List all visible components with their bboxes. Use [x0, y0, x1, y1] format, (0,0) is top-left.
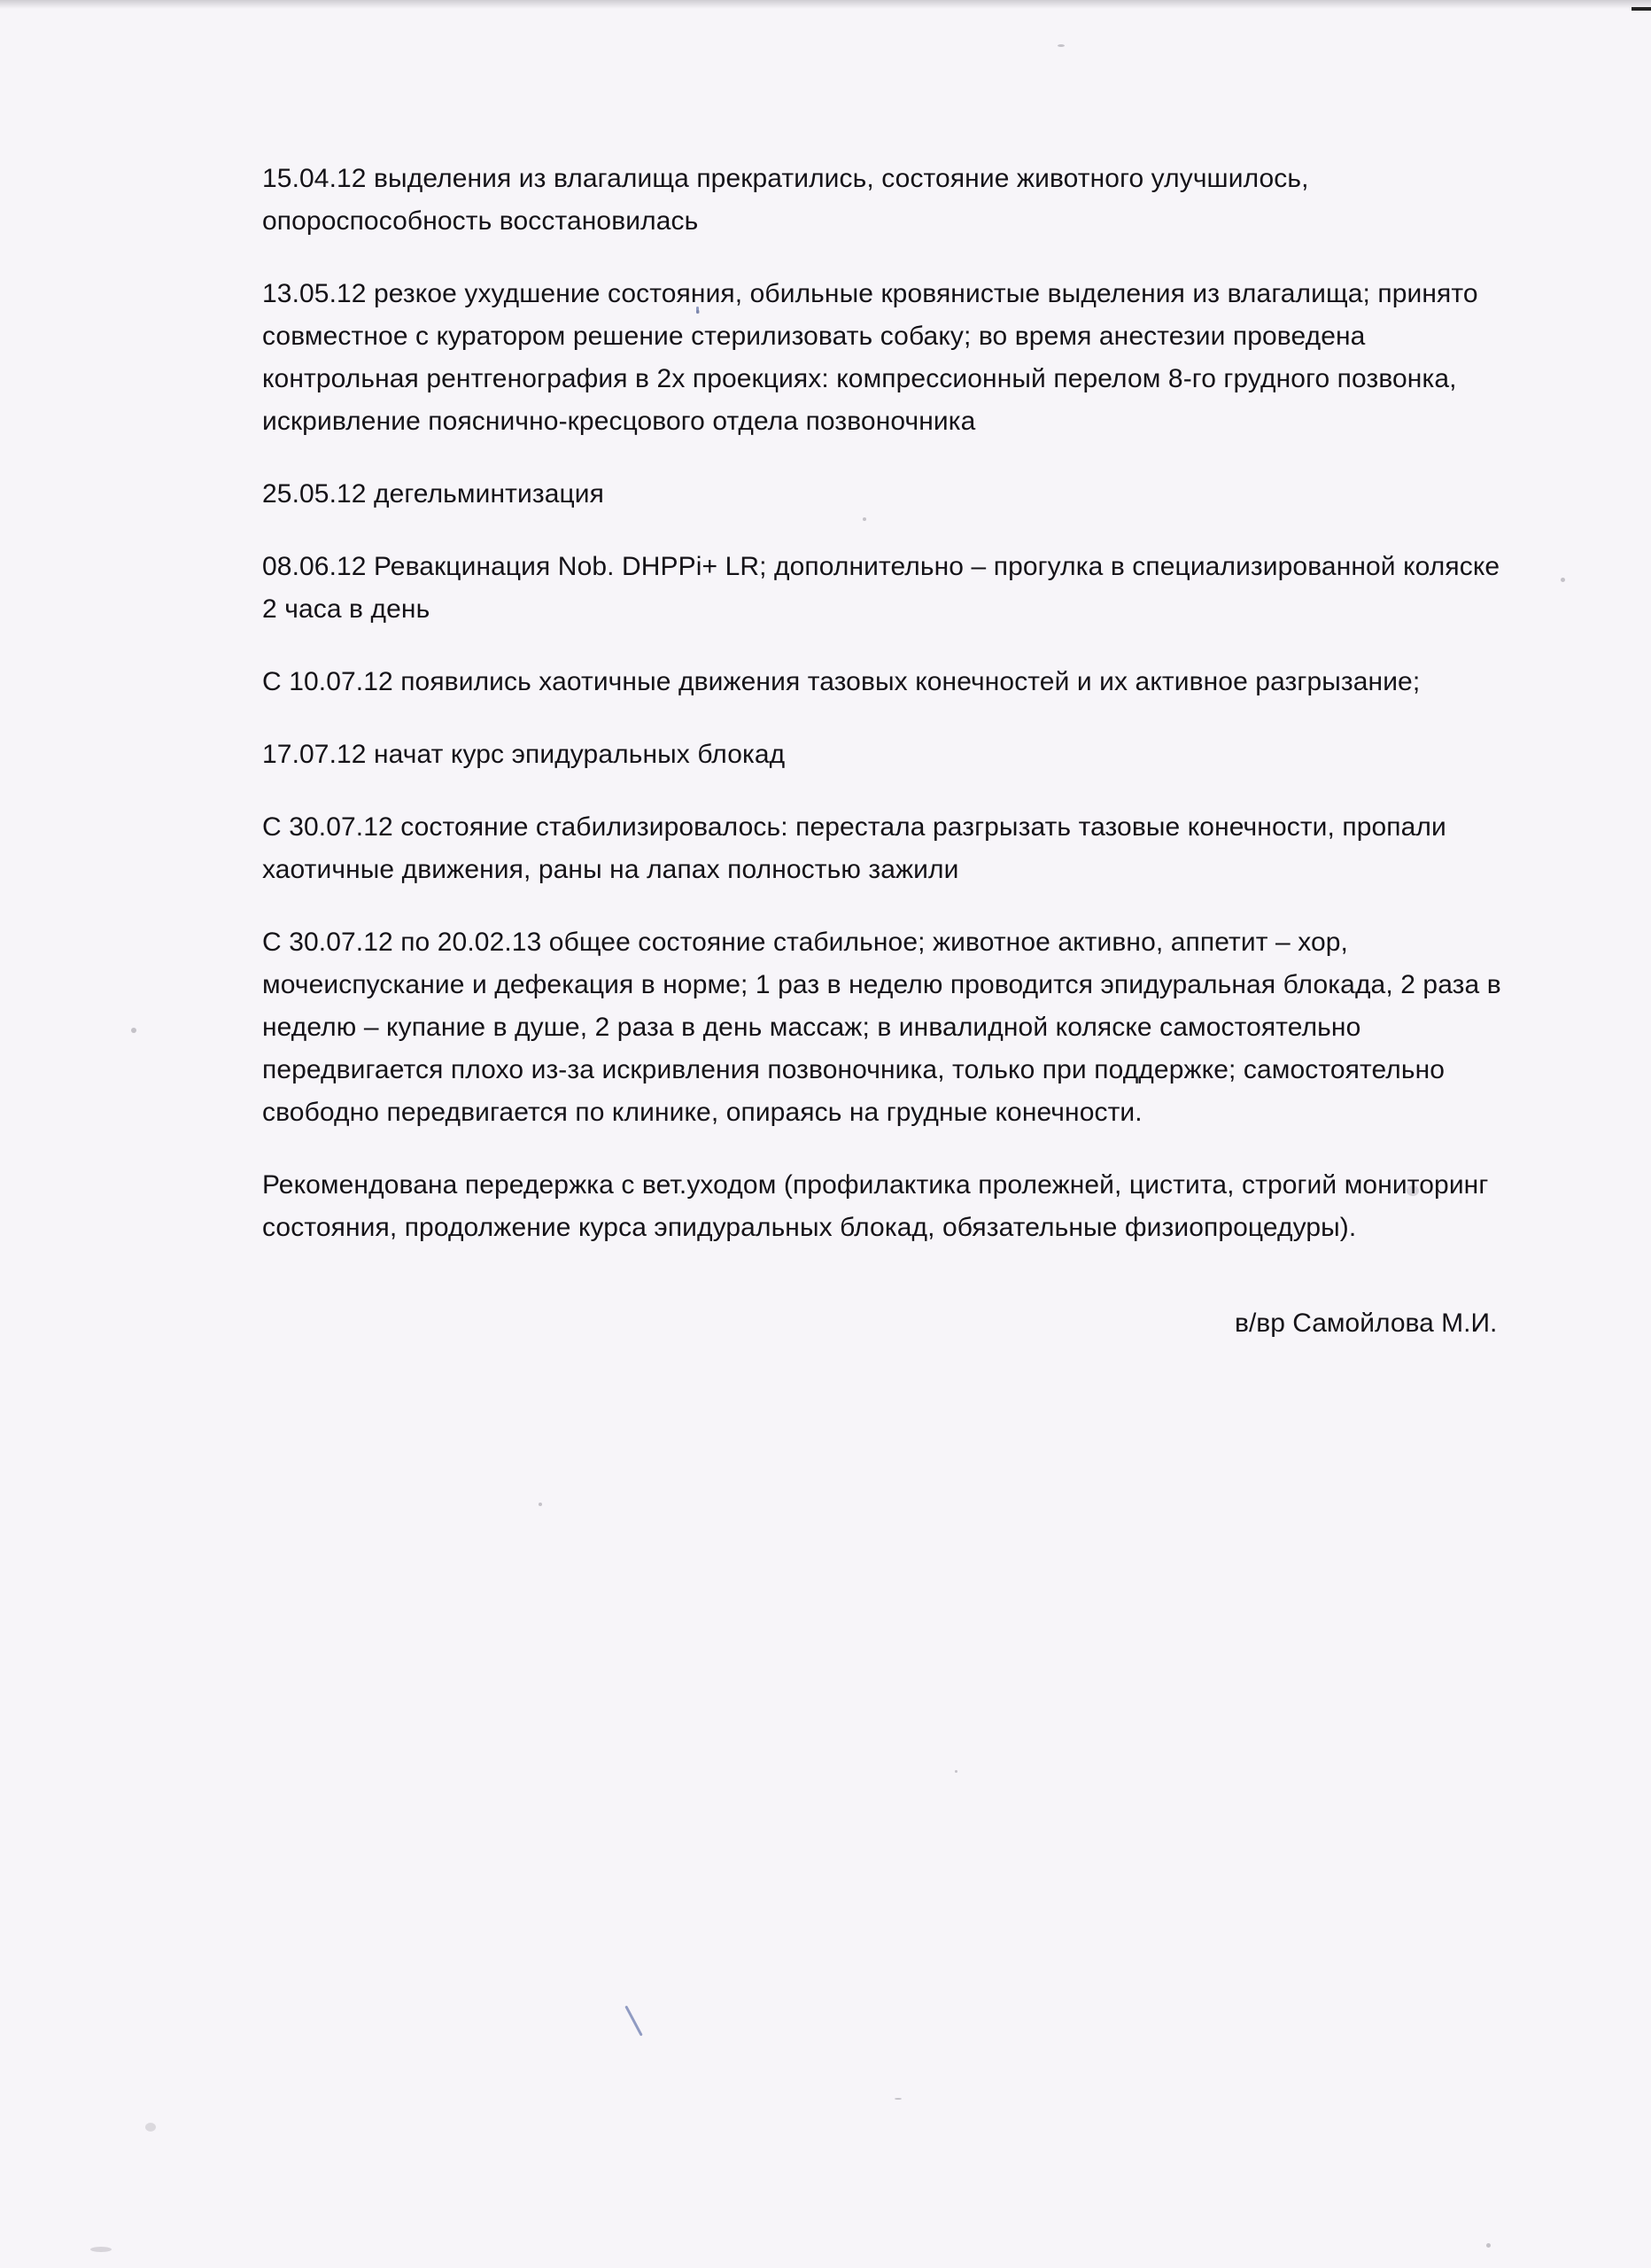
scan-speck — [539, 1503, 542, 1506]
text-line: опороспособность восстановилась — [262, 206, 699, 236]
record-entry — [262, 473, 1520, 516]
scan-speck — [1486, 2243, 1491, 2248]
text-line: 25.05.12 дегельминтизация — [262, 479, 604, 509]
scan-speck — [90, 2247, 112, 2252]
scan-speck — [1561, 578, 1565, 582]
record-entry — [262, 921, 1520, 1134]
text-line: контрольная рентгенография в 2х проекциях: компрессионный перелом 8-го грудного позвонка, — [262, 364, 1457, 393]
text-line: искривление пояснично-кресцового отдела позвоночника — [262, 407, 976, 436]
scan-speck — [895, 2098, 902, 2100]
text-line: 2 часа в день — [262, 594, 430, 624]
text-line: мочеиспускание и дефекация в норме; 1 раз в неделю проводится эпидуральная блокада, 2 раза в — [262, 970, 1501, 999]
text-line: состояния, продолжение курса эпидуральных блокад, обязательные физиопроцедуры). — [262, 1213, 1357, 1242]
record-entry — [262, 273, 1520, 443]
record-entry — [262, 546, 1520, 631]
text-line: хаотичные движения, раны на лапах полностью зажили — [262, 855, 959, 884]
scan-speck — [955, 1770, 957, 1773]
text-line: совместное с куратором решение стерилизовать собаку; во время анестезии проведена — [262, 322, 1366, 351]
record-entry — [262, 158, 1520, 243]
scan-top-edge — [0, 0, 1651, 9]
record-entry — [262, 806, 1520, 891]
text-line: 08.06.12 Ревакцинация Nob. DHPPi+ LR; дополнительно – прогулка в специализированной коляске — [262, 552, 1500, 581]
text-line: 13.05.12 резкое ухудшение состояния, обильные кровянистые выделения из влагалища; принято — [262, 279, 1478, 308]
text-line: передвигается плохо из-за искривления позвоночника, только при поддержке; самостоятельно — [262, 1055, 1446, 1084]
text-line: С 10.07.12 появились хаотичные движения тазовых конечностей и их активное разгрызание; — [262, 667, 1421, 696]
signature-line: в/вр Самойлова М.И. — [1235, 1309, 1498, 1338]
scan-speck — [1058, 44, 1065, 47]
record-entry — [262, 734, 1520, 776]
text-line: неделю – купание в душе, 2 раза в день массаж; в инвалидной коляске самостоятельно — [262, 1013, 1361, 1042]
text-line: свободно передвигается по клинике, опираясь на грудные конечности. — [262, 1098, 1143, 1127]
recommendation-entry — [262, 1164, 1520, 1249]
text-line: 15.04.12 выделения из влагалища прекратились, состояние животного улучшилось, — [262, 164, 1309, 193]
record-entry — [262, 661, 1520, 703]
text-line: Рекомендована передержка с вет.уходом (профилактика пролежней, цистита, строгий мониторинг — [262, 1170, 1489, 1200]
scan-edge-mark — [1632, 7, 1651, 11]
text-line: 17.07.12 начат курс эпидуральных блокад — [262, 740, 786, 769]
pen-mark — [624, 2006, 642, 2037]
scan-speck — [131, 1028, 136, 1033]
scan-speck — [145, 2123, 156, 2132]
document-body — [262, 158, 1520, 1279]
text-line: С 30.07.12 состояние стабилизировалось: перестала разгрызать тазовые конечности, пропали — [262, 812, 1446, 842]
text-line: С 30.07.12 по 20.02.13 общее состояние стабильное; животное активно, аппетит – хор, — [262, 928, 1348, 957]
